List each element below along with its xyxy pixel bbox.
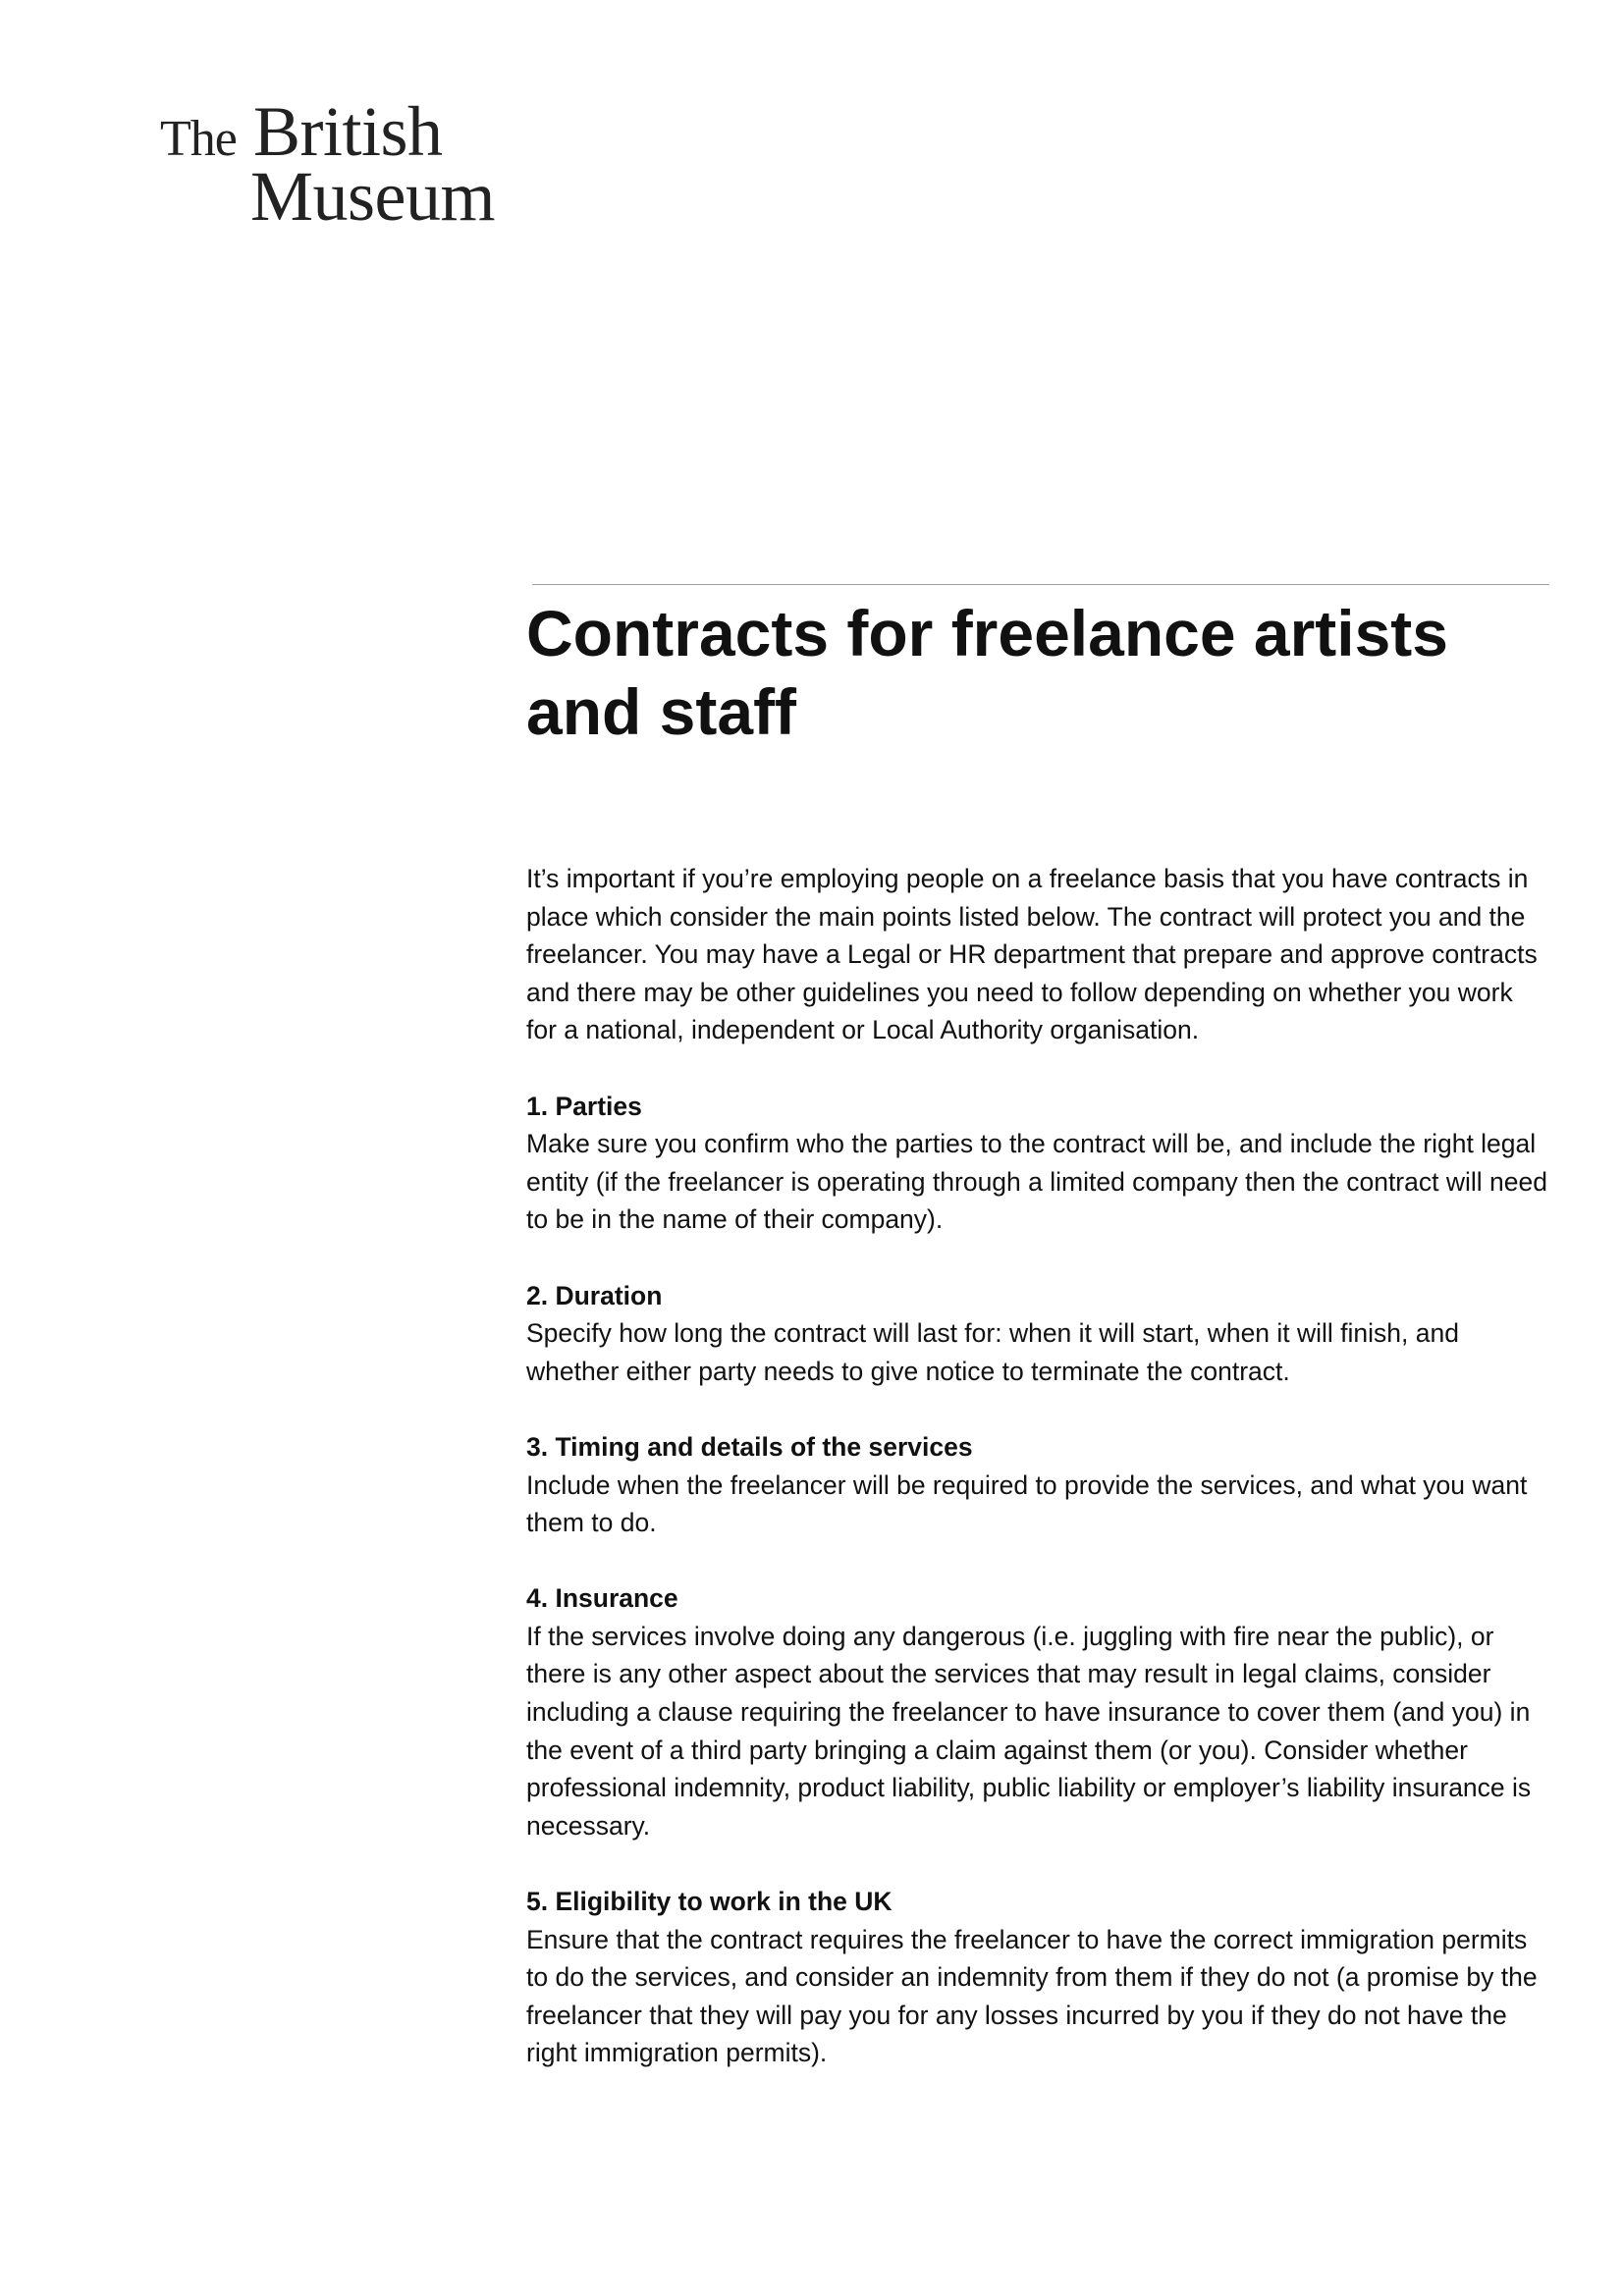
section-body: If the services involve doing any dangerous (i.e. juggling with fire near the public), or there is any other aspect about the services that may result in legal claims, consider including a clause requiring the freelancer to have insurance to cover them (and you) in the event of a third party bringing a claim against them (or you). Consider whether professional indemnity, product liability, public liability or employer’s liability insurance is necessary. (526, 1621, 1532, 1841)
section-duration (526, 1277, 1547, 1391)
section-eligibility (526, 1883, 1547, 2072)
section-heading: 5. Eligibility to work in the UK (526, 1887, 893, 1917)
section-insurance (526, 1579, 1547, 1844)
section-heading: 2. Duration (526, 1280, 663, 1310)
section-heading: 1. Parties (526, 1091, 642, 1121)
document-body (526, 860, 1547, 2110)
section-body: Specify how long the contract will last for: when it will start, when it will finish, and whether either party needs to give notice to terminate the contract. (526, 1318, 1459, 1386)
logo-museum: Museum (250, 157, 495, 236)
document-title: Contracts for freelance artists and staff (526, 597, 1448, 748)
section-body: Include when the freelancer will be required to provide the services, and what you want them to do. (526, 1469, 1528, 1538)
section-heading: 4. Insurance (526, 1583, 678, 1614)
title-divider (532, 584, 1549, 585)
section-parties (526, 1088, 1547, 1239)
logo-the: The (160, 111, 237, 167)
section-body: Ensure that the contract requires the freelancer to have the correct immigration permits to do the services, and consider an indemnity from them if they do not (a promise by the freelancer that they will pay you for any losses incurred by you if they do not have the right immigration permits). (526, 1924, 1538, 2068)
section-body: Make sure you confirm who the parties to the contract will be, and include the right legal entity (if the freelancer is operating through a limited company then the contract will need to be in the name of their company). (526, 1129, 1547, 1235)
british-museum-logo (160, 90, 553, 238)
section-heading: 3. Timing and details of the services (526, 1431, 973, 1462)
logo-british: British (253, 92, 443, 171)
intro-paragraph: It’s important if you’re employing people on a freelance basis that you have contracts in place which consider the main points listed below. The contract will protect you and the freelancer. You may have a Legal or HR department that prepare and approve contracts and there may be other guidelines you need to follow depending on whether you work for a national, independent or Local Authority organisation. (526, 864, 1538, 1045)
section-timing-details (526, 1428, 1547, 1542)
